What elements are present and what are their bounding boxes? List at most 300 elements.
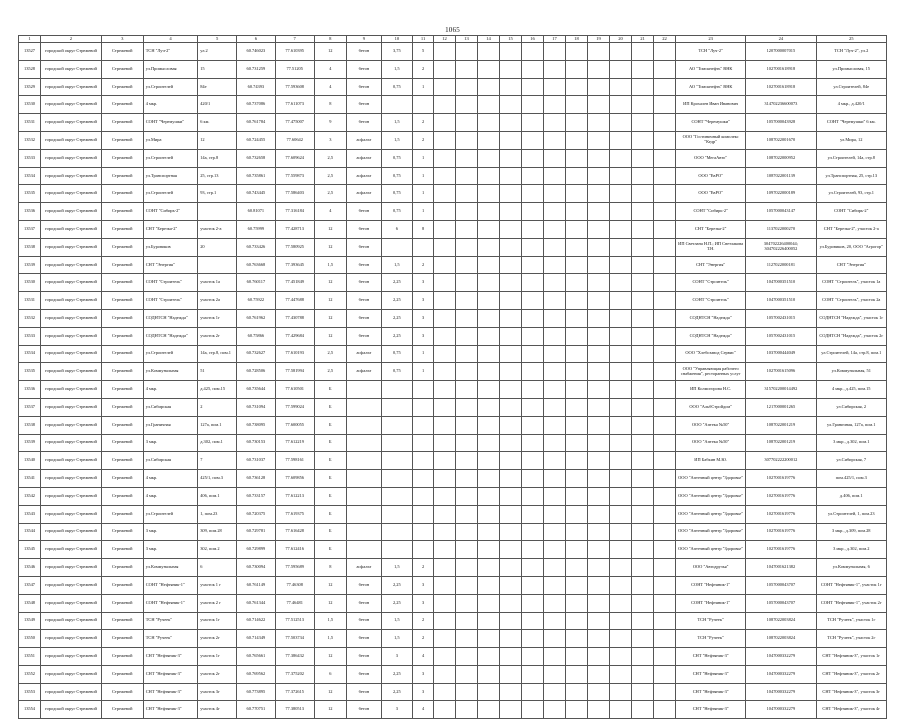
table-cell: 1,5 [314,630,346,648]
table-cell [588,220,610,238]
table-cell [500,452,522,470]
table-cell: 1,5 [381,114,412,132]
column-number: 4 [143,36,198,43]
table-cell: 1 [413,78,434,96]
table-cell [588,541,610,559]
table-cell: 60.731094 [237,398,276,416]
table-cell [566,648,588,666]
table-cell: 60.714622 [237,612,276,630]
table-cell [588,60,610,78]
table-cell [381,505,412,523]
table-cell [478,434,500,452]
table-cell [610,238,632,256]
table-cell: городской округ Стрежевой [41,167,102,185]
table-cell: Стрежевой [101,256,143,274]
table-cell [478,612,500,630]
table-cell: 4 [314,203,346,221]
table-cell [566,256,588,274]
table-cell: 60.761344 [237,594,276,612]
table-cell [588,131,610,149]
table-cell: 93, стр.1 [198,185,237,203]
table-cell: 2,25 [381,665,412,683]
table-cell: 1087022001219 [746,416,816,434]
table-cell: Стрежевой [101,96,143,114]
table-cell [522,131,544,149]
table-cell [566,381,588,399]
table-cell [544,203,566,221]
table-cell [544,648,566,666]
table-row [19,43,887,61]
table-cell: асфальт [347,131,382,149]
table-cell [413,381,434,399]
table-cell: 0,75 [381,363,412,381]
table-cell: СНТ "Энергия" [816,256,887,274]
table-cell [478,683,500,701]
table-cell [544,220,566,238]
table-cell [456,701,478,719]
table-cell [632,594,654,612]
page-number: 1065 [445,26,460,34]
table-cell [478,327,500,345]
table-cell: городской округ Стрежевой [41,559,102,577]
table-cell [456,256,478,274]
table-cell [434,612,456,630]
table-cell [500,487,522,505]
table-cell [544,487,566,505]
table-cell: асфальт [347,559,382,577]
table-cell: 1057000043707 [746,576,816,594]
table-cell [478,576,500,594]
table-cell: 1027001618918 [746,78,816,96]
table-cell: 77.503734 [275,630,314,648]
table-cell: 77.60642 [275,131,314,149]
table-cell [654,523,676,541]
column-number: 16 [522,36,544,43]
table-cell: Стрежевой [101,149,143,167]
table-cell [610,327,632,345]
table-cell [610,185,632,203]
table-cell: 1,5 [381,559,412,577]
table-cell: СОНТ "Строитель", участок 2а [816,292,887,310]
table-cell [413,541,434,559]
table-cell [500,523,522,541]
table-cell [588,292,610,310]
table-cell: бетон [347,60,382,78]
table-cell: 1087022001139 [746,167,816,185]
table-cell: 12 [314,309,346,327]
table-cell [522,452,544,470]
table-cell [632,416,654,434]
table-cell: ТСН "Луч-2", ул.2 [816,43,887,61]
table-cell [456,630,478,648]
table-cell: 1027001619776 [746,487,816,505]
table-cell [610,701,632,719]
table-cell [434,203,456,221]
table-cell: Б [314,434,346,452]
table-cell: Стрежевой [101,630,143,648]
table-cell [478,256,500,274]
table-cell [610,541,632,559]
table-cell: участок 1 г [198,576,237,594]
table-cell [544,398,566,416]
table-cell [478,274,500,292]
table-cell [632,185,654,203]
table-cell: СОДНТСН "Надежда", участок 1г [816,309,887,327]
table-cell: 77.46308 [275,576,314,594]
table-cell [610,381,632,399]
table-cell: СОДНТСН "Надежда" [676,309,746,327]
table-row [19,327,887,345]
table-cell [544,505,566,523]
table-cell [632,60,654,78]
table-cell [478,167,500,185]
table-cell: 77.595689 [275,559,314,577]
column-number: 2 [41,36,102,43]
table-cell [654,167,676,185]
table-cell [522,363,544,381]
table-cell: ООО "Аптечный центр "Здоровье" [676,541,746,559]
table-cell [632,665,654,683]
table-cell: Стрежевой [101,701,143,719]
table-cell [544,256,566,274]
table-cell: ООО "Автодрузья" [676,559,746,577]
table-cell: 1 [413,149,434,167]
column-number: 14 [478,36,500,43]
table-cell: 8 [314,559,346,577]
table-cell: Б [314,416,346,434]
table-cell [566,292,588,310]
table-cell: 0,75 [381,185,412,203]
table-cell [544,416,566,434]
table-cell: 1087022001670 [746,131,816,149]
table-cell [500,470,522,488]
table-cell [654,416,676,434]
table-row [19,452,887,470]
table-cell: СНТ "Березка-2", участок 2-а [816,220,887,238]
table-cell: 4 мкр. [143,487,198,505]
table-cell: 77.619375 [275,505,314,523]
table-cell [456,345,478,363]
table-cell [544,309,566,327]
table-cell: 13535 [19,185,41,203]
table-cell [588,43,610,61]
table-cell: городской округ Стрежевой [41,487,102,505]
table-cell: Стрежевой [101,43,143,61]
table-cell: городской округ Стрежевой [41,96,102,114]
table-cell [566,541,588,559]
table-cell [566,363,588,381]
table-cell: 1087022001219 [746,434,816,452]
table-cell [588,203,610,221]
table-cell: 1207000007015 [746,43,816,61]
table-cell [381,416,412,434]
table-cell [522,505,544,523]
table-cell: 1097022000189 [746,185,816,203]
table-cell: 12 [314,238,346,256]
table-cell: 13530 [19,96,41,114]
table-cell: 77.609856 [275,470,314,488]
table-cell [544,452,566,470]
table-cell: участок 1г [198,309,237,327]
column-number: 18 [566,36,588,43]
table-cell: 60.75999 [237,220,276,238]
table-cell [588,701,610,719]
table-cell: СОНТ "Нефтяник-1" [143,594,198,612]
table-cell [654,505,676,523]
table-cell: городской округ Стрежевой [41,523,102,541]
table-cell [632,487,654,505]
table-cell [654,594,676,612]
table-cell: СНТ "Нефтяник-3", участок 2г [816,665,887,683]
table-cell [456,434,478,452]
table-cell: 1 [413,345,434,363]
table-cell: ООО "Аптечный центр "Здоровье" [676,523,746,541]
table-cell [566,612,588,630]
table-cell [610,149,632,167]
table-cell [566,149,588,167]
table-cell [456,523,478,541]
table-cell: 13537 [19,220,41,238]
table-cell [654,149,676,167]
table-cell: асфальт [347,185,382,203]
table-cell [632,381,654,399]
table-cell [588,665,610,683]
table-cell [413,452,434,470]
table-row [19,594,887,612]
table-cell: 13554 [19,701,41,719]
table-cell: городской округ Стрежевой [41,398,102,416]
table-cell: 77.581994 [275,363,314,381]
table-cell [610,256,632,274]
table-cell [566,185,588,203]
table-row [19,683,887,701]
table-cell: бетон [347,203,382,221]
table-cell [588,576,610,594]
table-cell: 13541 [19,470,41,488]
table-cell [632,96,654,114]
table-cell [522,541,544,559]
table-cell: 3 [381,701,412,719]
table-cell: ООО "Аптека №50" [676,434,746,452]
table-cell [347,381,382,399]
table-row [19,470,887,488]
table-cell [522,274,544,292]
table-cell: 20 [198,238,237,256]
table-cell [434,559,456,577]
table-cell [632,559,654,577]
table-cell [500,274,522,292]
table-cell: 60.761962 [237,309,276,327]
table-cell: городской округ Стрежевой [41,78,102,96]
table-cell: 77.612416 [275,541,314,559]
table-cell: 6 [381,220,412,238]
table-cell: Стрежевой [101,238,143,256]
table-cell [566,665,588,683]
table-cell [544,60,566,78]
table-cell: 1137022000270 [746,220,816,238]
table-cell [522,612,544,630]
table-cell [544,576,566,594]
table-cell [478,185,500,203]
table-cell [566,434,588,452]
table-cell: д.406, пом.1 [816,487,887,505]
table-cell: ул.Сибирская [143,398,198,416]
table-row [19,149,887,167]
table-cell: 13539 [19,256,41,274]
table-cell: 13537 [19,398,41,416]
table-cell: 4 [314,78,346,96]
table-cell: 12 [314,683,346,701]
table-cell [566,60,588,78]
table-cell: Стрежевой [101,612,143,630]
table-cell: 0,75 [381,167,412,185]
table-cell [632,220,654,238]
table-cell: Стрежевой [101,185,143,203]
table-cell: 15 [198,60,237,78]
table-cell: 4 мкр., д.425, пом.15 [816,381,887,399]
table-cell [632,683,654,701]
table-cell: д.302, пом.1 [198,434,237,452]
table-cell [434,149,456,167]
table-cell [347,398,382,416]
column-number: 12 [434,36,456,43]
table-cell [610,594,632,612]
table-cell [566,398,588,416]
table-cell: Стрежевой [101,60,143,78]
table-cell: СОНТ "Нефтяник-1" [676,594,746,612]
table-cell [654,114,676,132]
table-cell [566,238,588,256]
table-cell: 77.512513 [275,612,314,630]
table-cell: бетон [347,327,382,345]
table-cell: Стрежевой [101,470,143,488]
table-cell: бетон [347,292,382,310]
table-cell: Стрежевой [101,452,143,470]
table-cell [588,256,610,274]
table-cell [434,594,456,612]
table-cell [654,309,676,327]
table-cell [456,43,478,61]
table-cell: 51 [198,363,237,381]
column-number: 22 [654,36,676,43]
table-cell [588,345,610,363]
column-number: 24 [746,36,816,43]
table-cell [654,701,676,719]
table-cell [434,487,456,505]
table-cell: 13532 [19,309,41,327]
table-cell: 13538 [19,416,41,434]
table-cell: СНТ "Нефтяник-3" [143,665,198,683]
table-cell [413,238,434,256]
table-cell: городской округ Стрежевой [41,256,102,274]
table-cell: 406, пом.1 [198,487,237,505]
table-cell: ТСН "Ручеек", участок 1г [816,612,887,630]
table-cell [610,505,632,523]
table-cell: ИП Колмогорова Н.С. [676,381,746,399]
table-cell [478,345,500,363]
table-cell: 1057000043707 [746,594,816,612]
table-cell: 12 [314,648,346,666]
table-cell: ООО "Хлебозавод Сервис" [676,345,746,363]
table-cell: 13544 [19,523,41,541]
table-cell: СНТ "Нефтяник-3" [676,683,746,701]
table-cell [522,576,544,594]
table-row [19,203,887,221]
table-cell [456,96,478,114]
table-cell [500,292,522,310]
table-cell [522,185,544,203]
table-cell [456,576,478,594]
column-number: 9 [347,36,382,43]
table-cell: 9 [314,114,346,132]
table-row [19,78,887,96]
table-cell [456,594,478,612]
table-cell: 2 [198,398,237,416]
table-cell: 2 [413,60,434,78]
table-cell: ТСН "Ручеек" [143,612,198,630]
table-cell [566,416,588,434]
table-cell: городской округ Стрежевой [41,470,102,488]
table-cell [544,470,566,488]
table-cell: 1027001619776 [746,541,816,559]
table-cell: городской округ Стрежевой [41,594,102,612]
table-cell: Стрежевой [101,327,143,345]
table-cell [610,398,632,416]
table-cell: 314702236600073 [746,96,816,114]
table-cell [654,612,676,630]
table-cell: ул.Коммунальная, 6 [816,559,887,577]
table-cell: городской округ Стрежевой [41,434,102,452]
table-cell: СОНТ "Нефтяник-1", участок 2г [816,594,887,612]
table-cell [588,363,610,381]
table-cell [632,523,654,541]
table-cell: 3,75 [381,43,412,61]
table-cell [544,185,566,203]
table-cell: Б [314,470,346,488]
table-cell: 77.609624 [275,149,314,167]
table-cell [654,630,676,648]
table-cell [588,470,610,488]
table-cell [478,630,500,648]
table-cell [434,256,456,274]
table-cell: 315702200014492 [746,381,816,399]
table-cell [654,381,676,399]
table-cell [588,149,610,167]
table-cell: 2 [413,630,434,648]
table-cell: Стрежевой [101,487,143,505]
table-cell [566,114,588,132]
table-cell: 2,25 [381,292,412,310]
table-cell [522,648,544,666]
table-cell [522,149,544,167]
table-cell: СОНТ "Черемушки" 6 км. [816,114,887,132]
table-cell [522,398,544,416]
table-cell: ул.Граничная [143,416,198,434]
table-cell [544,665,566,683]
table-cell [544,274,566,292]
table-cell [566,452,588,470]
table-cell: 6 [198,559,237,577]
table-cell [456,470,478,488]
table-cell [478,114,500,132]
table-row [19,274,887,292]
table-cell: участок 2-а [198,220,237,238]
table-cell [456,131,478,149]
table-cell: участок 3г [198,683,237,701]
table-cell [500,541,522,559]
table-cell [654,220,676,238]
table-row [19,701,887,719]
